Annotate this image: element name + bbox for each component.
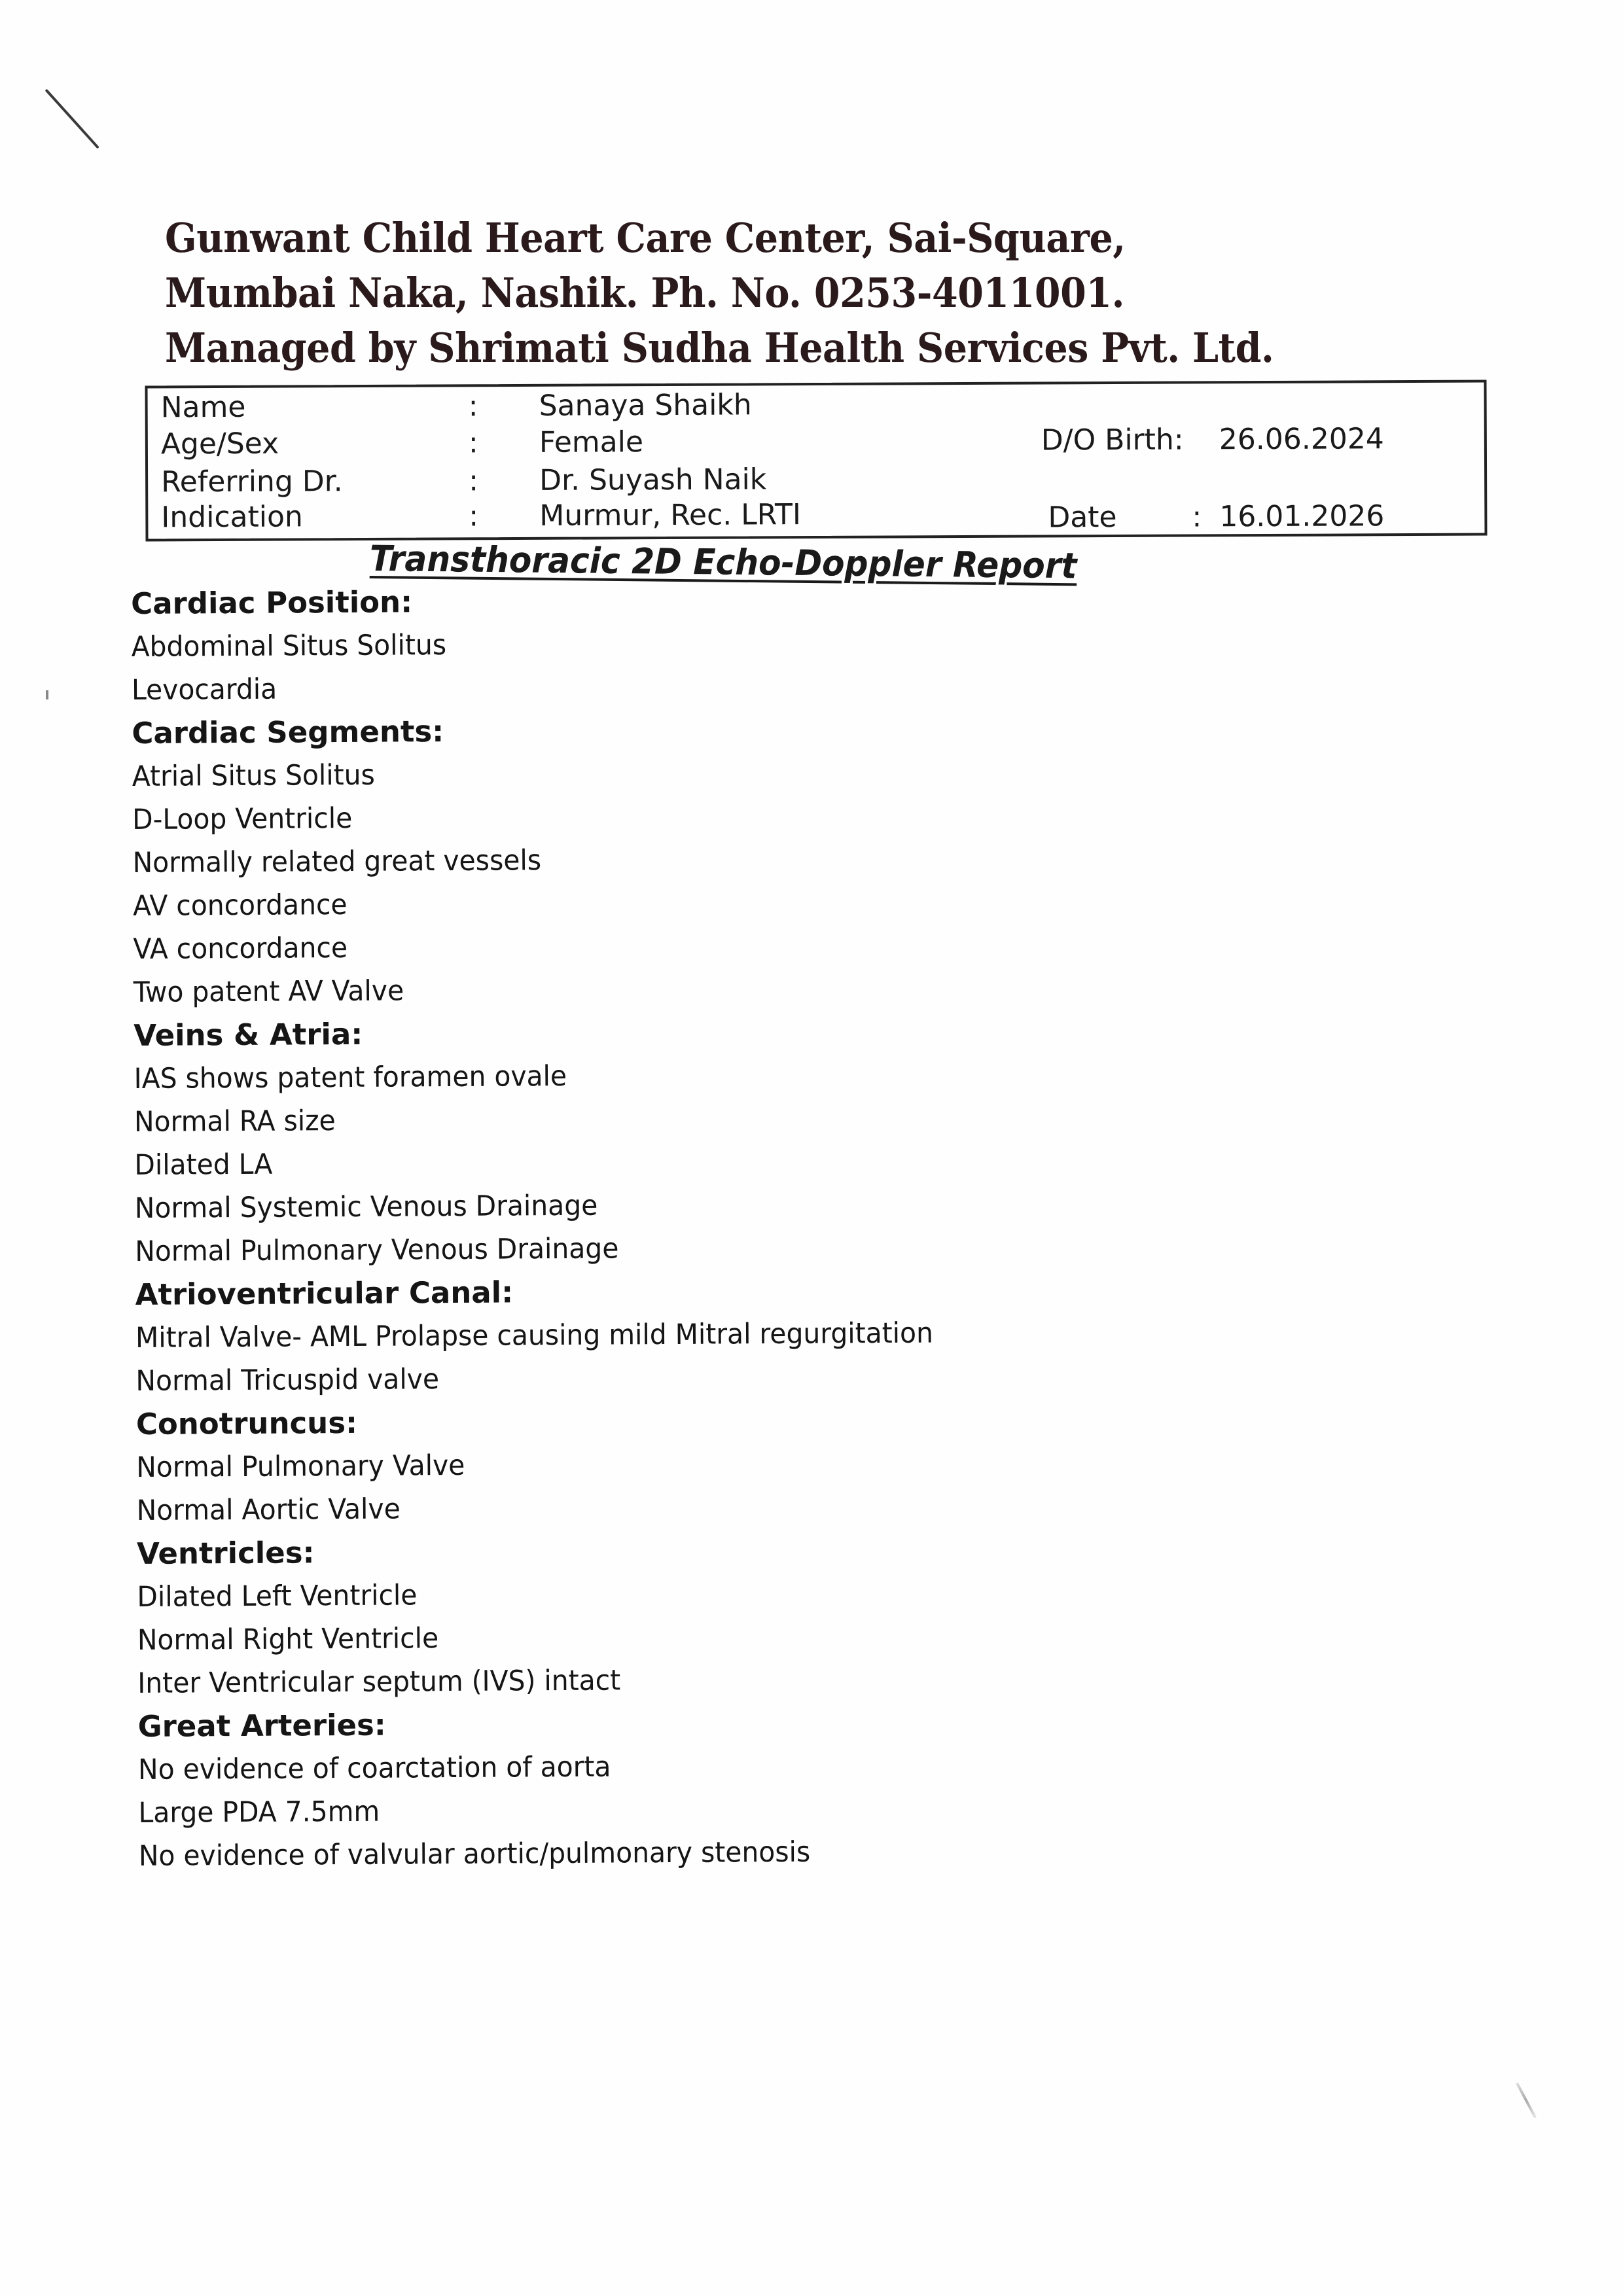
pen-mark [45,89,99,149]
report-section [137,1525,1316,1705]
finding-item: Normal Pulmonary Venous Drainage [135,1232,619,1268]
findings-list [131,575,1317,1878]
section-heading: Cardiac Segments: [132,714,444,751]
date-separator: : [1192,500,1202,534]
scan-speck [1516,2083,1537,2119]
finding-item: AV concordance [132,888,348,923]
section-heading: Cardiac Position: [131,584,413,621]
finding-item: Atrial Situs Solitus [132,758,375,793]
name-label: Name [160,390,246,425]
separator: : [469,464,479,498]
dob-label: D/O Birth: [1041,423,1184,457]
agesex-label: Age/Sex [160,427,279,461]
finding-item: Dilated LA [134,1148,273,1182]
finding-item: D-Loop Ventricle [132,802,353,836]
finding-item: No evidence of valvular aortic/pulmonary stenosis [138,1835,811,1873]
report-section [135,1266,1313,1403]
report-section [134,1007,1313,1273]
separator: : [468,389,478,423]
indication-label: Indication [161,500,303,535]
finding-item: IAS shows patent foramen ovale [134,1059,567,1095]
finding-item: Dilated Left Ventricle [137,1579,418,1614]
section-heading: Atrioventricular Canal: [135,1275,514,1312]
date-label: Date [1048,500,1117,535]
referring-label: Referring Dr. [161,465,343,499]
agesex-value: Female [539,425,644,459]
report-section [137,1698,1317,1878]
finding-item: Normal Pulmonary Valve [136,1449,465,1484]
finding-item: Normal Systemic Venous Drainage [134,1189,598,1225]
finding-item: Normal Right Ventricle [137,1622,439,1657]
finding-item: Mitral Valve- AML Prolapse causing mild Mitral regurgitation [135,1316,934,1354]
referring-value: Dr. Suyash Naik [539,463,767,497]
report-section [136,1396,1315,1532]
letterhead [165,211,1370,376]
finding-item: No evidence of coarctation of aorta [137,1750,611,1786]
finding-item: Large PDA 7.5mm [138,1795,380,1829]
finding-item: Inter Ventricular septum (IVS) intact [137,1664,621,1700]
indication-value: Murmur, Rec. LRTI [539,498,802,533]
finding-item: VA concordance [133,931,348,966]
letterhead-managed-by: Managed by Shrimati Sudha Health Services Pvt. Ltd. [165,324,1274,372]
finding-item: Two patent AV Valve [133,974,404,1009]
report-section [131,575,1310,712]
section-heading: Great Arteries: [137,1707,387,1744]
finding-item: Abdominal Situs Solitus [131,629,447,663]
letterhead-clinic-name: Gunwant Child Heart Care Center, Sai-Square, [165,214,1126,262]
separator: : [469,499,479,533]
separator: : [468,426,478,460]
letterhead-address-phone: Mumbai Naka, Nashik. Ph. No. 0253-4011001. [165,269,1124,317]
report-section [132,705,1311,1014]
report-title: Transthoracic 2D Echo-Doppler Report [369,538,1077,587]
patient-info-box [145,380,1487,542]
section-heading: Veins & Atria: [134,1016,363,1053]
section-heading: Conotruncus: [135,1405,358,1441]
finding-item: Normal Aortic Valve [136,1492,401,1527]
name-value: Sanaya Shaikh [539,388,752,423]
dob-value: 26.06.2024 [1219,422,1384,457]
finding-item: Normal RA size [134,1104,336,1139]
scan-speck [46,690,48,699]
finding-item: Normal Tricuspid valve [135,1363,440,1398]
section-heading: Ventricles: [136,1535,315,1571]
finding-item: Normally related great vessels [132,844,542,879]
date-value: 16.01.2026 [1219,499,1385,534]
finding-item: Levocardia [131,673,277,707]
